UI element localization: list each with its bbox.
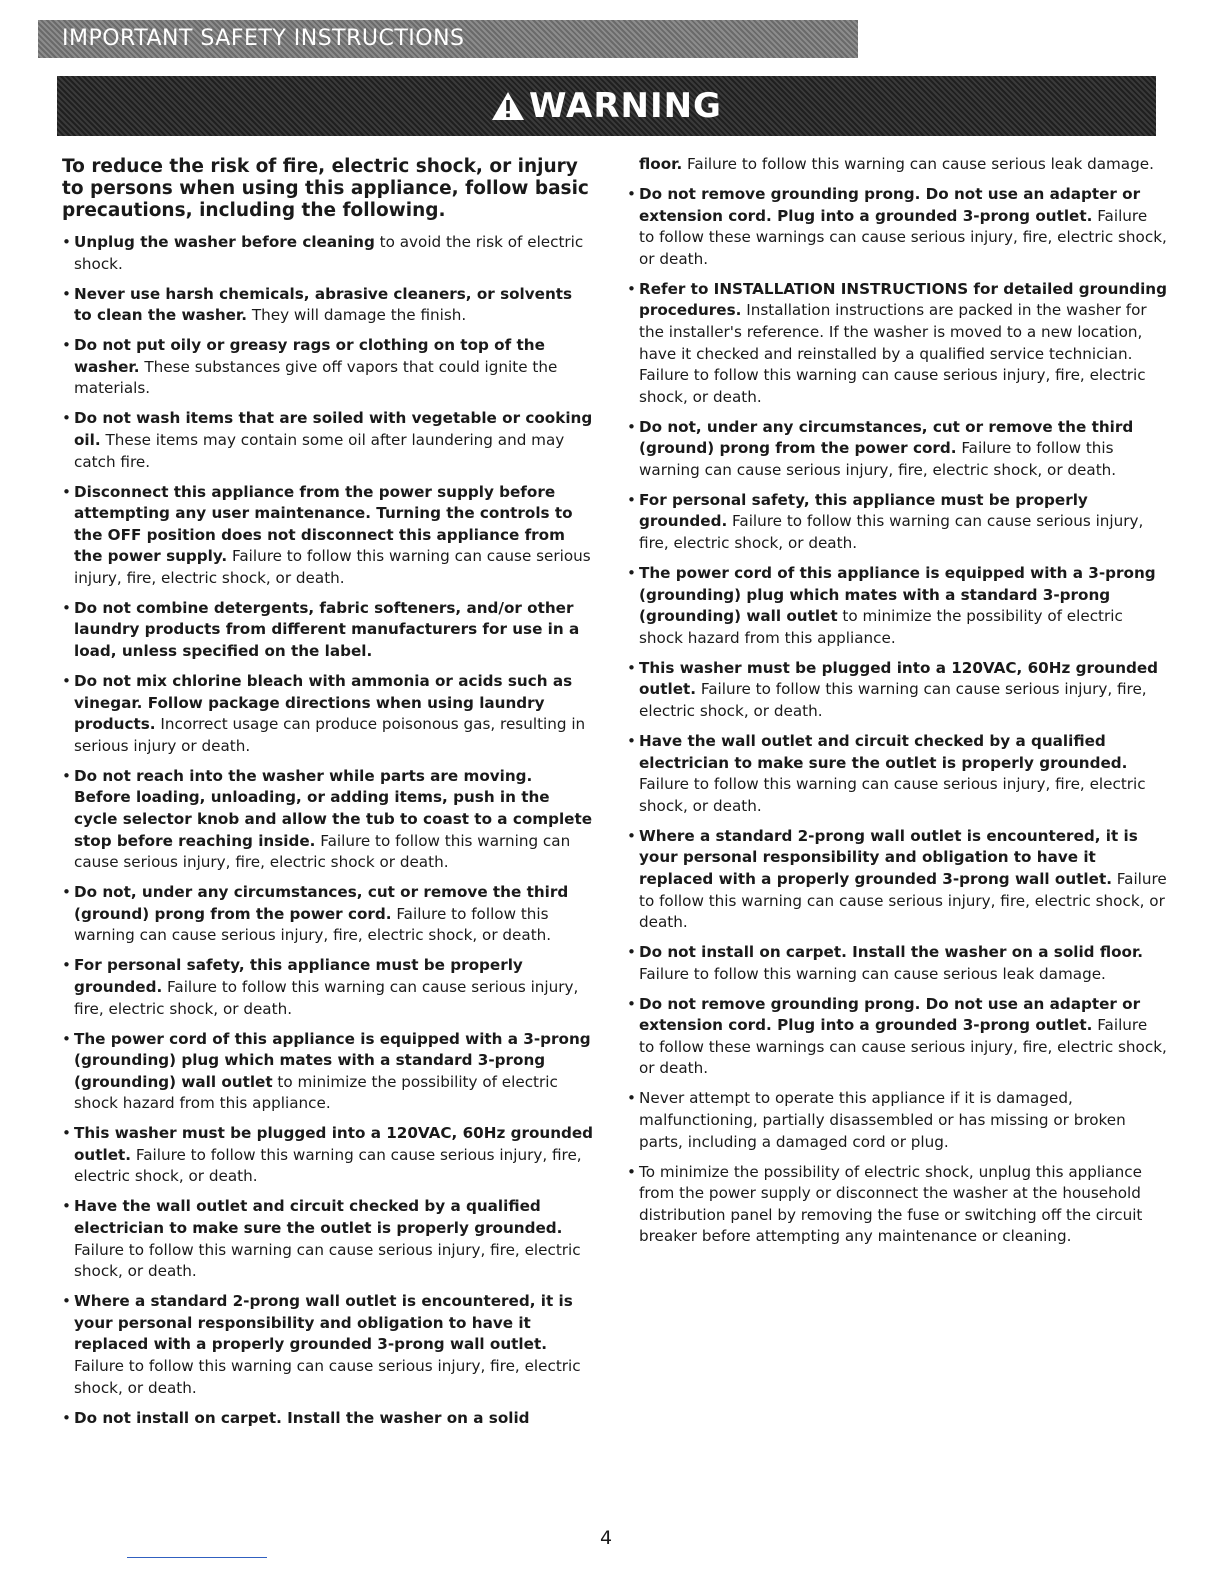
item-heading: floor. — [639, 155, 683, 173]
safety-item — [627, 184, 1167, 270]
item-body: Failure to follow these warnings can cause serious injury, fire, electric shock, or death. — [639, 206, 1167, 268]
footer-rule — [127, 1557, 267, 1558]
item-heading: Do not install on carpet. Install the washer on a solid — [74, 1408, 530, 1427]
item-heading: The power cord of this appliance is equipped with a 3-prong (grounding) plug which mates with a standard 3-prong (grounding) wall outlet — [639, 564, 1156, 626]
item-heading: Do not, under any circumstances, cut or remove the third (ground) prong from the power cord. — [639, 417, 1134, 458]
item-body: to minimize the possibility of electric shock hazard from this appliance. — [74, 1072, 558, 1113]
item-body: Failure to follow this warning can cause serious injury, fire, electric shock, or death. — [639, 775, 1146, 815]
safety-item — [62, 1123, 594, 1188]
safety-item — [627, 1088, 1167, 1153]
safety-item — [62, 882, 594, 947]
item-body: to avoid the risk of electric shock. — [74, 233, 584, 273]
item-heading: This washer must be plugged into a 120VAC, 60Hz grounded outlet. — [74, 1124, 594, 1164]
safety-item — [627, 658, 1167, 723]
safety-item — [627, 942, 1167, 985]
page-number: 4 — [600, 1527, 613, 1549]
safety-item — [627, 563, 1167, 649]
warning-title: WARNING — [529, 86, 722, 126]
item-body: Failure to follow this warning can cause serious injury, fire, electric shock, or death. — [74, 904, 552, 945]
item-heading: Never use harsh chemicals, abrasive cleaners, or solvents to clean the washer. — [74, 284, 573, 325]
item-body: They will damage the finish. — [247, 306, 467, 325]
item-body: Never attempt to operate this appliance if it is damaged, malfunctioning, partially disassembled or has missing or broken parts, including a damaged cord or plug. — [639, 1089, 1126, 1151]
safety-item — [62, 955, 594, 1020]
item-body: Installation instructions are packed in the washer for the installer's reference. If the washer is moved to a new location, have it checked and reinstalled by a qualified service technician. Failure to follow this warning can cause serious injury, fire, electric shock, or death. — [639, 301, 1147, 406]
safety-item — [627, 826, 1167, 934]
safety-item — [627, 490, 1167, 555]
warning-triangle-icon — [491, 91, 525, 121]
item-body: Failure to follow this warning can cause serious injury, fire, electric shock, or death. — [74, 1145, 582, 1186]
left-column — [62, 156, 594, 1438]
item-body: Failure to follow this warning can cause serious injury, fire, electric shock, or death. — [74, 1356, 581, 1397]
item-body: Failure to follow this warning can cause serious injury, fire, electric shock, or death. — [74, 977, 579, 1018]
left-item-list — [62, 232, 594, 1429]
safety-item — [62, 671, 594, 757]
safety-item — [62, 598, 594, 663]
safety-item — [627, 1162, 1167, 1248]
item-heading: This washer must be plugged into a 120VAC, 60Hz grounded outlet. — [639, 658, 1159, 699]
item-heading: Have the wall outlet and circuit checked by a qualified electrician to make sure the outlet is properly grounded. — [639, 731, 1128, 772]
safety-item — [627, 731, 1167, 817]
item-body: Failure to follow this warning can cause serious injury, fire, electric shock, or death. — [639, 512, 1144, 553]
safety-item — [627, 279, 1167, 409]
item-heading: Where a standard 2-prong wall outlet is encountered, it is your personal responsibility and obligation to have it replaced with a properly grounded 3-prong wall outlet. — [74, 1292, 573, 1354]
safety-item — [62, 335, 594, 400]
safety-item — [627, 154, 1167, 176]
item-body: to minimize the possibility of electric shock hazard from this appliance. — [639, 607, 1123, 647]
item-body: Failure to follow this warning can cause serious leak damage. — [639, 964, 1106, 983]
section-banner — [38, 20, 858, 58]
item-heading: Refer to INSTALLATION INSTRUCTIONS for detailed grounding procedures. — [639, 279, 1167, 320]
item-heading: Do not install on carpet. Install the washer on a solid floor. — [639, 943, 1144, 962]
item-body: Failure to follow this warning can cause serious injury, fire, electric shock, or death. — [639, 439, 1117, 479]
item-body: These substances give off vapors that could ignite the materials. — [74, 357, 558, 398]
item-heading: The power cord of this appliance is equipped with a 3-prong (grounding) plug which mates with a standard 3-prong (grounding) wall outlet — [74, 1029, 591, 1091]
item-heading: Do not reach into the washer while parts are moving. Before loading, unloading, or adding items, push in the cycle selector knob and allow the tub to coast to a complete stop before reaching inside. — [74, 766, 593, 850]
item-heading: Do not, under any circumstances, cut or remove the third (ground) prong from the power cord. — [74, 883, 569, 923]
safety-item — [62, 766, 594, 874]
item-heading: Do not remove grounding prong. Do not use an adapter or extension cord. Plug into a grounded 3-prong outlet. — [639, 994, 1141, 1035]
safety-item — [62, 1196, 594, 1282]
item-heading: Do not mix chlorine bleach with ammonia or acids such as vinegar. Follow package directions when using laundry products. — [74, 672, 573, 734]
item-body: Failure to follow this warning can cause serious injury, fire, electric shock, or death. — [639, 869, 1167, 932]
item-heading: Do not wash items that are soiled with vegetable or cooking oil. — [74, 409, 593, 449]
safety-item — [62, 482, 594, 590]
item-heading: Do not remove grounding prong. Do not use an adapter or extension cord. Plug into a grounded 3-prong outlet. — [639, 184, 1141, 225]
section-title: IMPORTANT SAFETY INSTRUCTIONS — [62, 26, 465, 51]
safety-item — [62, 1029, 594, 1115]
item-body: Failure to follow this warning can cause serious injury, fire, electric shock, or death. — [74, 1240, 581, 1281]
safety-item — [62, 284, 594, 327]
item-body: Incorrect usage can produce poisonous gas, resulting in serious injury or death. — [74, 715, 586, 755]
item-body: To minimize the possibility of electric shock, unplug this appliance from the power supply or disconnect the washer at the household distribution panel by removing the fuse or switching off the circuit breaker before attempting any maintenance or cleaning. — [639, 1162, 1143, 1246]
item-body: Failure to follow this warning can cause serious injury, fire, electric shock or death. — [74, 831, 571, 872]
item-body: Failure to follow this warning can cause serious leak damage. — [682, 155, 1154, 173]
safety-item — [627, 994, 1167, 1080]
item-heading: Where a standard 2-prong wall outlet is encountered, it is your personal responsibility and obligation to have it replaced with a properly grounded 3-prong wall outlet. — [639, 826, 1138, 888]
item-heading: Do not combine detergents, fabric softeners, and/or other laundry products from different manufacturers for use in a load, unless specified on the label. — [74, 598, 580, 661]
safety-item — [627, 417, 1167, 482]
warning-bar — [57, 76, 1156, 136]
right-column — [627, 154, 1167, 1256]
item-body: These items may contain some oil after laundering and may catch fire. — [74, 430, 565, 471]
intro-text: To reduce the risk of fire, electric shock, or injury to persons when using this appliance, follow basic precautions, including the following. — [62, 156, 589, 221]
item-heading: Unplug the washer before cleaning — [74, 233, 375, 251]
item-heading: For personal safety, this appliance must be properly grounded. — [639, 490, 1088, 531]
safety-item — [62, 408, 594, 473]
item-heading: Do not put oily or greasy rags or clothing on top of the washer. — [74, 336, 545, 376]
item-heading: Disconnect this appliance from the power supply before attempting any user maintenance. Turning the controls to the OFF position does not disconnect this appliance from the power supply. — [74, 482, 573, 566]
safety-item — [62, 1291, 594, 1399]
item-heading: Have the wall outlet and circuit checked by a qualified electrician to make sure the outlet is properly grounded. — [74, 1197, 563, 1238]
item-body: Failure to follow this warning can cause serious injury, fire, electric shock, or death. — [74, 547, 591, 587]
item-body: Failure to follow this warning can cause serious injury, fire, electric shock, or death. — [639, 680, 1147, 720]
right-item-list — [627, 154, 1167, 1248]
item-heading: For personal safety, this appliance must be properly grounded. — [74, 956, 523, 996]
item-body: Failure to follow these warnings can cause serious injury, fire, electric shock, or death. — [639, 1016, 1167, 1078]
safety-item — [62, 232, 594, 275]
safety-item — [62, 1408, 594, 1430]
